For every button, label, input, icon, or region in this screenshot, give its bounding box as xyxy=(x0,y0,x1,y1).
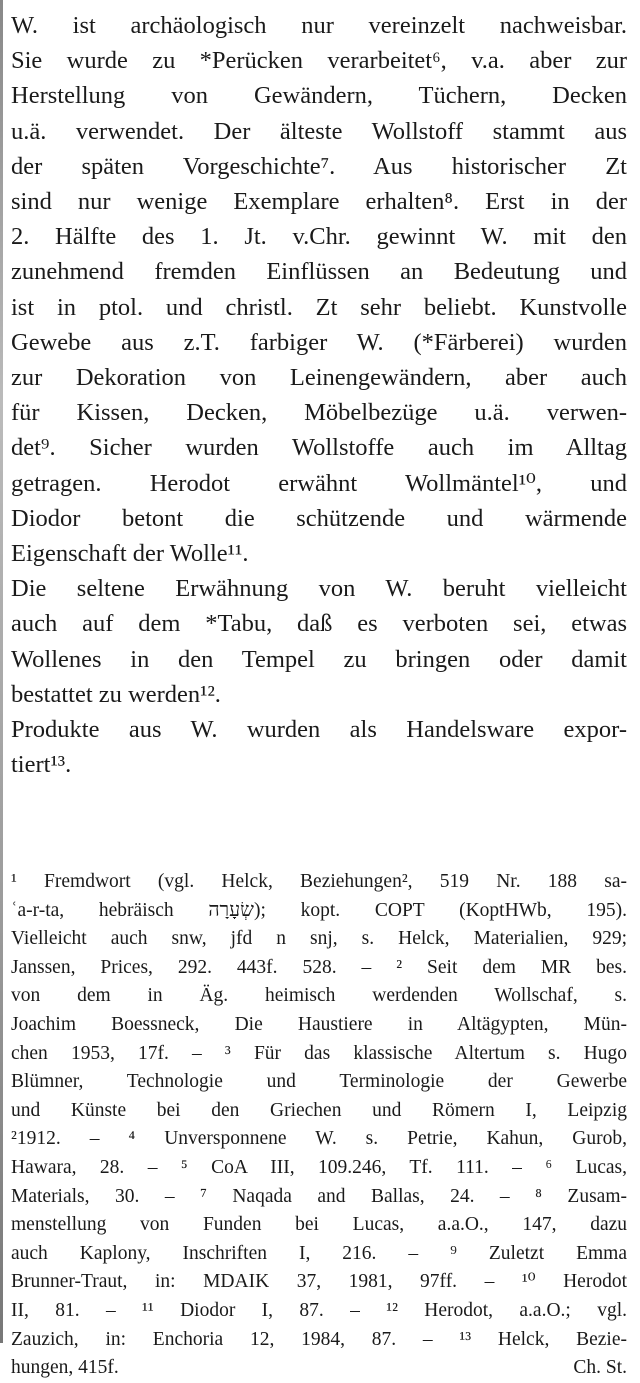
body-line: für Kissen, Decken, Möbelbezüge u.ä. verwen- xyxy=(11,399,627,427)
footnote-line: Blümner, Technologie und Terminologie der Gewerbe xyxy=(11,1071,627,1093)
body-line: auch auf dem *Tabu, daß es verboten sei, etwas xyxy=(11,610,627,638)
footnote-line: Materials, 30. – ⁷ Naqada and Ballas, 24. – ⁸ Zusam- xyxy=(11,1185,627,1207)
body-line: u.ä. verwendet. Der älteste Wollstoff stammt aus xyxy=(11,117,627,145)
body-line: ist in ptol. und christl. Zt sehr beliebt. Kunstvolle xyxy=(11,293,627,321)
body-line: 2. Hälfte des 1. Jt. v.Chr. gewinnt W. mit den xyxy=(11,223,627,251)
footnote-line: Hawara, 28. – ⁵ CoA III, 109.246, Tf. 111. – ⁶ Lucas, xyxy=(11,1156,627,1178)
body-line: W. ist archäologisch nur vereinzelt nachweisbar. xyxy=(11,12,627,39)
article-body xyxy=(11,8,627,782)
footnote-line: II, 81. – ¹¹ Diodor I, 87. – ¹² Herodot, a.a.O.; vgl. xyxy=(11,1299,627,1321)
body-line: der späten Vorgeschichte⁷. Aus historischer Zt xyxy=(11,152,627,180)
body-line: sind nur wenige Exemplare erhalten⁸. Erst in der xyxy=(11,188,627,216)
body-line: getragen. Herodot erwähnt Wollmäntel¹⁰, und xyxy=(11,469,627,497)
body-line: Eigenschaft der Wolle¹¹. xyxy=(11,540,249,568)
footnote-line: Janssen, Prices, 292. 443f. 528. – ² Seit dem MR bes. xyxy=(11,956,627,978)
body-line: Wollenes in den Tempel zu bringen oder damit xyxy=(11,645,627,673)
body-line: bestattet zu werden¹². xyxy=(11,680,221,708)
body-line: Herstellung von Gewändern, Tüchern, Decken xyxy=(11,82,627,110)
footnote-last-line xyxy=(11,1354,627,1383)
body-line: zunehmend fremden Einflüssen an Bedeutung und xyxy=(11,258,627,286)
footnotes xyxy=(11,868,627,1383)
footnote-line: von dem in Äg. heimisch werdenden Wollschaf, s. xyxy=(11,985,627,1007)
footnote-line: und Künste bei den Griechen und Römern I, Leipzig xyxy=(11,1099,627,1121)
footnote-line: Brunner-Traut, in: MDAIK 37, 1981, 97ff. – ¹⁰ Herodot xyxy=(11,1271,627,1293)
footnote-line: chen 1953, 17f. – ³ Für das klassische Altertum s. Hugo xyxy=(11,1042,627,1064)
author-signature: Ch. St. xyxy=(573,1357,627,1379)
footnote-line: Zauzich, in: Enchoria 12, 1984, 87. – ¹³ Helck, Bezie- xyxy=(11,1328,627,1350)
footnote-line: Joachim Boessneck, Die Haustiere in Altägypten, Mün- xyxy=(11,1013,627,1035)
footnote-line: ʿa-r-ta, hebräisch שְׂעָרָה); kopt. COPT (KoptHWb, 195). xyxy=(11,899,628,921)
footnote-line: auch Kaplony, Inschriften I, 216. – ⁹ Zuletzt Emma xyxy=(11,1242,627,1264)
footnote-line: Vielleicht auch snw, jfd n snj, s. Helck, Materialien, 929; xyxy=(11,928,627,950)
body-line: Gewebe aus z.T. farbiger W. (*Färberei) wurden xyxy=(11,328,627,356)
body-line: zur Dekoration von Leinengewändern, aber auch xyxy=(11,364,627,392)
footnote-line: menstellung von Funden bei Lucas, a.a.O., 147, dazu xyxy=(11,1214,627,1236)
body-line: tiert¹³. xyxy=(11,751,72,779)
footnote-line: ¹ Fremdwort (vgl. Helck, Beziehungen², 519 Nr. 188 sa- xyxy=(11,871,627,892)
body-line: Sie wurde zu *Perücken verarbeitet⁶, v.a. aber zur xyxy=(11,47,627,75)
body-line: det⁹. Sicher wurden Wollstoffe auch im Alltag xyxy=(11,434,627,462)
body-line: Die seltene Erwähnung von W. beruht vielleicht xyxy=(11,575,627,603)
body-line: Diodor betont die schützende und wärmende xyxy=(11,504,627,532)
footnote-line: ²1912. – ⁴ Unversponnene W. s. Petrie, Kahun, Gurob, xyxy=(11,1128,627,1150)
footnote-line: hungen, 415f. xyxy=(11,1357,119,1379)
body-line: Produkte aus W. wurden als Handelsware expor- xyxy=(11,716,627,744)
